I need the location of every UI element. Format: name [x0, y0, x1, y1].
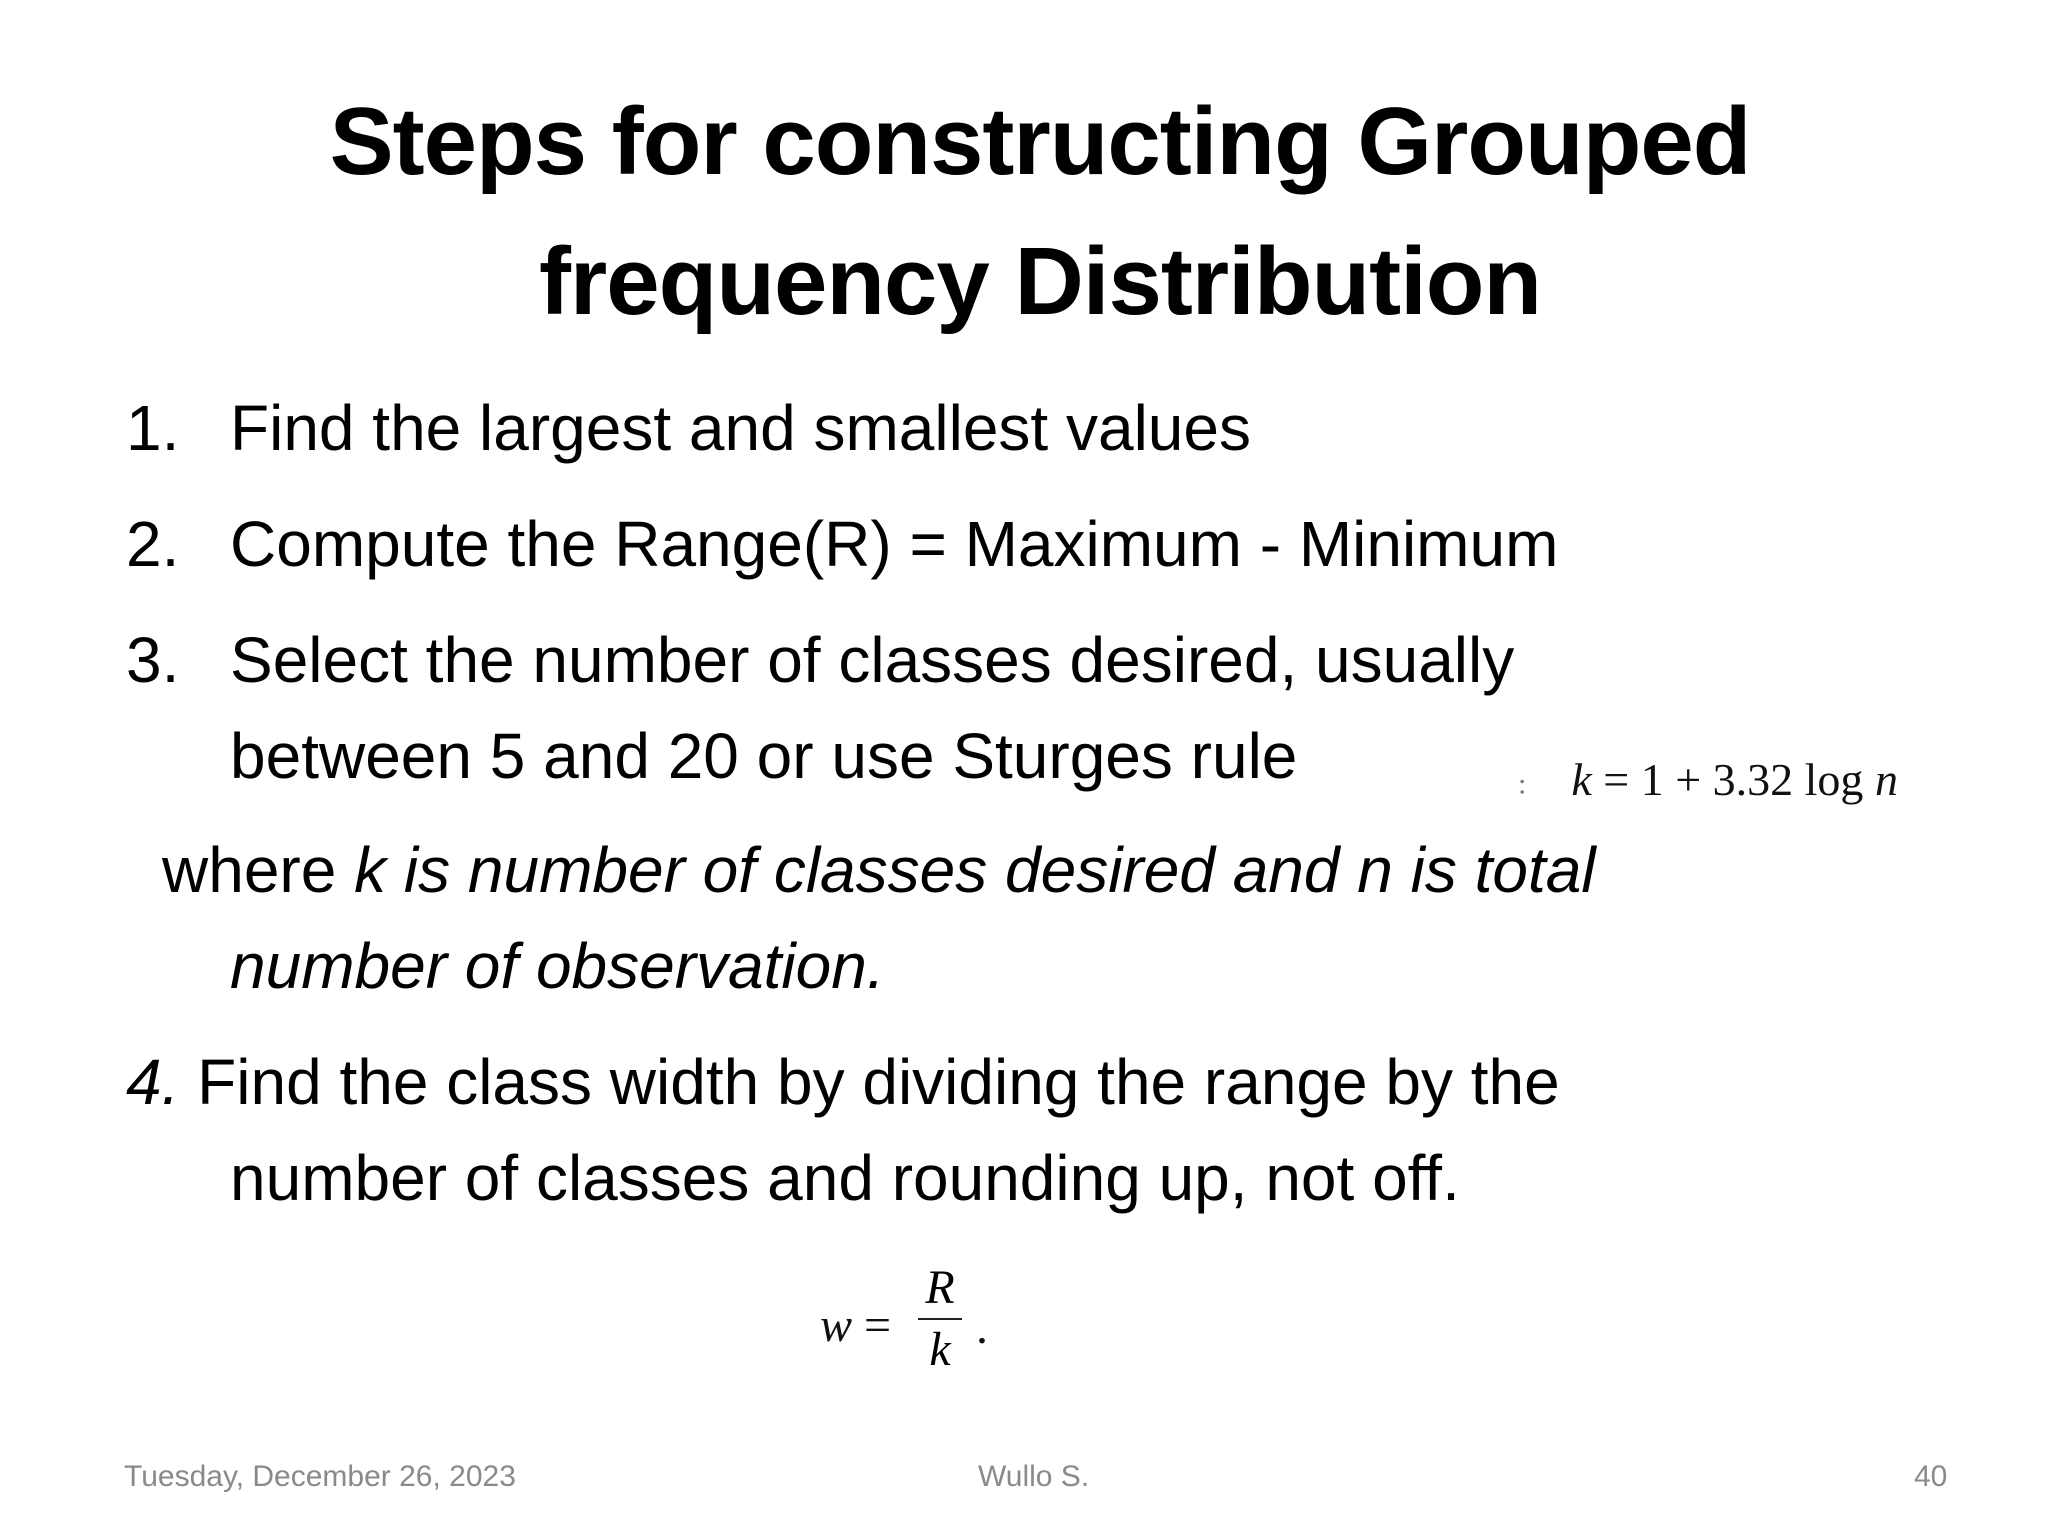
sturges-formula-lead: : — [1518, 767, 1527, 801]
where-line-1 — [162, 830, 1596, 910]
width-formula-lhs — [820, 1298, 891, 1354]
width-formula-numerator: R — [925, 1261, 955, 1314]
width-formula-fraction — [918, 1262, 962, 1376]
sturges-formula-n: n — [1874, 754, 1898, 805]
sturges-formula — [1518, 752, 1898, 812]
where-line-2: number of observation. — [230, 930, 885, 1002]
width-formula-w: w — [820, 1299, 853, 1352]
step-2-number: 2. — [126, 508, 180, 580]
footer-page-number: 40 — [1914, 1460, 1948, 1493]
step-2-text: Compute the Range(R) = Maximum - Minimum — [230, 508, 1559, 580]
step-4-number: 4. — [126, 1046, 180, 1118]
fraction-bar — [918, 1318, 962, 1320]
step-3-text-line2: between 5 and 20 or use Sturges rule — [230, 720, 1298, 792]
step-4-text-line2: number of classes and rounding up, not off. — [230, 1142, 1460, 1214]
step-4-text-line1: Find the class width by dividing the range by the — [179, 1046, 1560, 1118]
step-1-number: 1. — [126, 392, 180, 464]
sturges-formula-expression: = 1 + 3.32 log — [1591, 754, 1875, 805]
step-3-number: 3. — [126, 624, 180, 696]
width-formula-denominator: k — [929, 1323, 951, 1376]
step-3-text-line1: Select the number of classes desired, usually — [230, 624, 1515, 696]
where-definition-line1: k is number of classes desired and n is total — [354, 834, 1596, 906]
width-formula-equals: = — [852, 1299, 892, 1352]
sturges-formula-k: k — [1571, 754, 1592, 805]
step-4-line1 — [126, 1042, 1560, 1122]
step-1-text: Find the largest and smallest values — [230, 392, 1251, 464]
footer-date: Tuesday, December 26, 2023 — [124, 1460, 516, 1493]
where-prefix: where — [162, 834, 355, 906]
footer-author: Wullo S. — [978, 1460, 1090, 1493]
width-formula-period: . — [976, 1301, 988, 1354]
slide-title: Steps for constructing Grouped frequency Distribution — [329, 88, 1751, 335]
